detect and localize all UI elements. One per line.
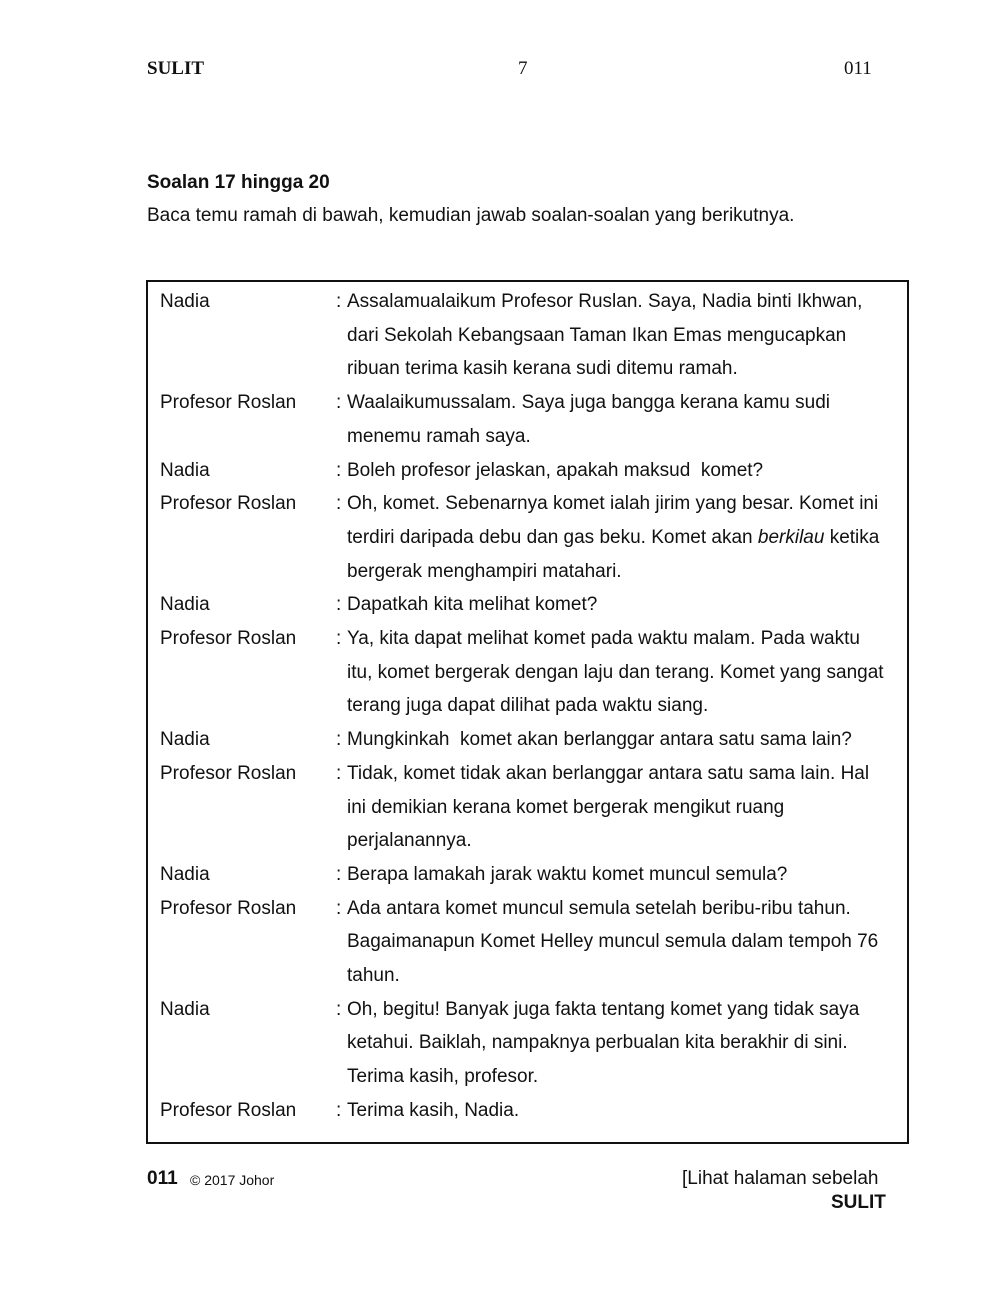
- dialog-turn: [160, 487, 905, 588]
- dialog-turn: [160, 622, 905, 723]
- speech-line: ribuan terima kasih kerana sudi ditemu ramah.: [347, 358, 738, 380]
- speech-line: Oh, komet. Sebenarnya komet ialah jirim yang besar. Komet ini: [347, 493, 879, 515]
- speech-line: terang juga dapat dilihat pada waktu siang.: [347, 695, 709, 717]
- speech-text: [347, 285, 903, 386]
- speaker-name: Profesor Roslan: [160, 493, 297, 515]
- speech-line: Mungkinkah komet akan berlanggar antara satu sama lain?: [347, 729, 852, 751]
- speech-line: Terima kasih, Nadia.: [347, 1099, 520, 1121]
- speech-line: Ada antara komet muncul semula setelah beribu-ribu tahun.: [347, 897, 851, 919]
- dialog-turn: [160, 892, 905, 993]
- speech-text: [347, 757, 903, 858]
- colon: :: [336, 291, 342, 312]
- speech-line: menemu ramah saya.: [347, 425, 531, 447]
- colon: :: [336, 762, 342, 784]
- speech-text: [347, 588, 903, 622]
- speech-line: Waalaikumussalam. Saya juga bangga kerana kamu sudi: [347, 392, 831, 414]
- speaker-name: Nadia: [160, 291, 210, 312]
- colon: :: [336, 493, 342, 515]
- dialog-turn: [160, 993, 905, 1094]
- speech-text: [347, 993, 903, 1094]
- speech-line: Berapa lamakah jarak waktu komet muncul semula?: [347, 863, 788, 885]
- colon: :: [336, 594, 342, 616]
- speaker-name: Nadia: [160, 729, 210, 751]
- speaker-name: Profesor Roslan: [160, 1099, 297, 1121]
- dialog-turn: [160, 1094, 905, 1128]
- colon: :: [336, 863, 342, 885]
- speech-line: [347, 521, 903, 555]
- colon: :: [336, 628, 342, 650]
- dialog-turn: [160, 285, 905, 386]
- colon: :: [336, 392, 342, 414]
- paper-code: 011: [844, 58, 872, 79]
- interview-dialog: [160, 285, 905, 1128]
- speech-line: bergerak menghampiri matahari.: [347, 560, 622, 582]
- speech-line: Tidak, komet tidak akan berlanggar antara satu sama lain. Hal: [347, 762, 870, 784]
- colon: :: [336, 998, 342, 1020]
- speech-text: [347, 454, 903, 488]
- speaker-name: Profesor Roslan: [160, 392, 297, 414]
- footer-paper-code: 011: [147, 1168, 178, 1189]
- speech-line: Assalamualaikum Profesor Ruslan. Saya, Nadia binti Ikhwan,: [347, 291, 863, 312]
- speech-text: [347, 892, 903, 993]
- dialog-turn: [160, 454, 905, 488]
- speech-line: Terima kasih, profesor.: [347, 1066, 539, 1088]
- speech-text: [347, 1094, 903, 1128]
- speech-line: Dapatkah kita melihat komet?: [347, 594, 598, 616]
- footer-next-page-note: [Lihat halaman sebelah: [682, 1168, 879, 1189]
- speech-line: Boleh profesor jelaskan, apakah maksud komet?: [347, 459, 764, 481]
- page-number: 7: [518, 58, 528, 79]
- speaker-name: Nadia: [160, 863, 210, 885]
- dialog-turn: [160, 858, 905, 892]
- speaker-name: Nadia: [160, 998, 210, 1020]
- speaker-name: Profesor Roslan: [160, 762, 297, 784]
- instruction-text: Baca temu ramah di bawah, kemudian jawab soalan-soalan yang berikutnya.: [147, 205, 795, 226]
- speech-text: [347, 487, 903, 588]
- section-title: Soalan 17 hingga 20: [147, 172, 330, 193]
- speech-text: [347, 386, 903, 453]
- footer-copyright: © 2017 Johor: [190, 1172, 275, 1188]
- speech-line: Oh, begitu! Banyak juga fakta tentang komet yang tidak saya: [347, 998, 860, 1020]
- speech-line: Bagaimanapun Komet Helley muncul semula dalam tempoh 76: [347, 931, 879, 953]
- header-classification: SULIT: [147, 58, 205, 79]
- italic-term: berkilau: [757, 526, 825, 548]
- colon: :: [336, 1099, 342, 1121]
- speech-line: itu, komet bergerak dengan laju dan terang. Komet yang sangat: [347, 661, 884, 683]
- speech-text: [347, 723, 903, 757]
- speaker-name: Nadia: [160, 459, 210, 481]
- speech-line: ini demikian kerana komet bergerak mengikut ruang: [347, 796, 785, 818]
- speech-line: perjalanannya.: [347, 830, 472, 852]
- speech-text: [347, 858, 903, 892]
- dialog-turn: [160, 723, 905, 757]
- speaker-name: Profesor Roslan: [160, 628, 297, 650]
- speech-fragment: ketika: [824, 526, 880, 548]
- speech-line: dari Sekolah Kebangsaan Taman Ikan Emas mengucapkan: [347, 324, 847, 346]
- colon: :: [336, 459, 342, 481]
- speech-line: ketahui. Baiklah, nampaknya perbualan kita berakhir di sini.: [347, 1032, 848, 1054]
- dialog-turn: [160, 386, 905, 453]
- speech-text: [347, 622, 903, 723]
- colon: :: [336, 729, 342, 751]
- speech-line: Ya, kita dapat melihat komet pada waktu malam. Pada waktu: [347, 628, 860, 650]
- colon: :: [336, 897, 342, 919]
- speaker-name: Nadia: [160, 594, 210, 616]
- dialog-turn: [160, 588, 905, 622]
- footer-classification: SULIT: [831, 1192, 886, 1213]
- dialog-turn: [160, 757, 905, 858]
- speaker-name: Profesor Roslan: [160, 897, 297, 919]
- speech-fragment: terdiri daripada debu dan gas beku. Komet akan: [347, 526, 758, 548]
- speech-line: tahun.: [347, 965, 400, 987]
- interview-box: [146, 280, 909, 1144]
